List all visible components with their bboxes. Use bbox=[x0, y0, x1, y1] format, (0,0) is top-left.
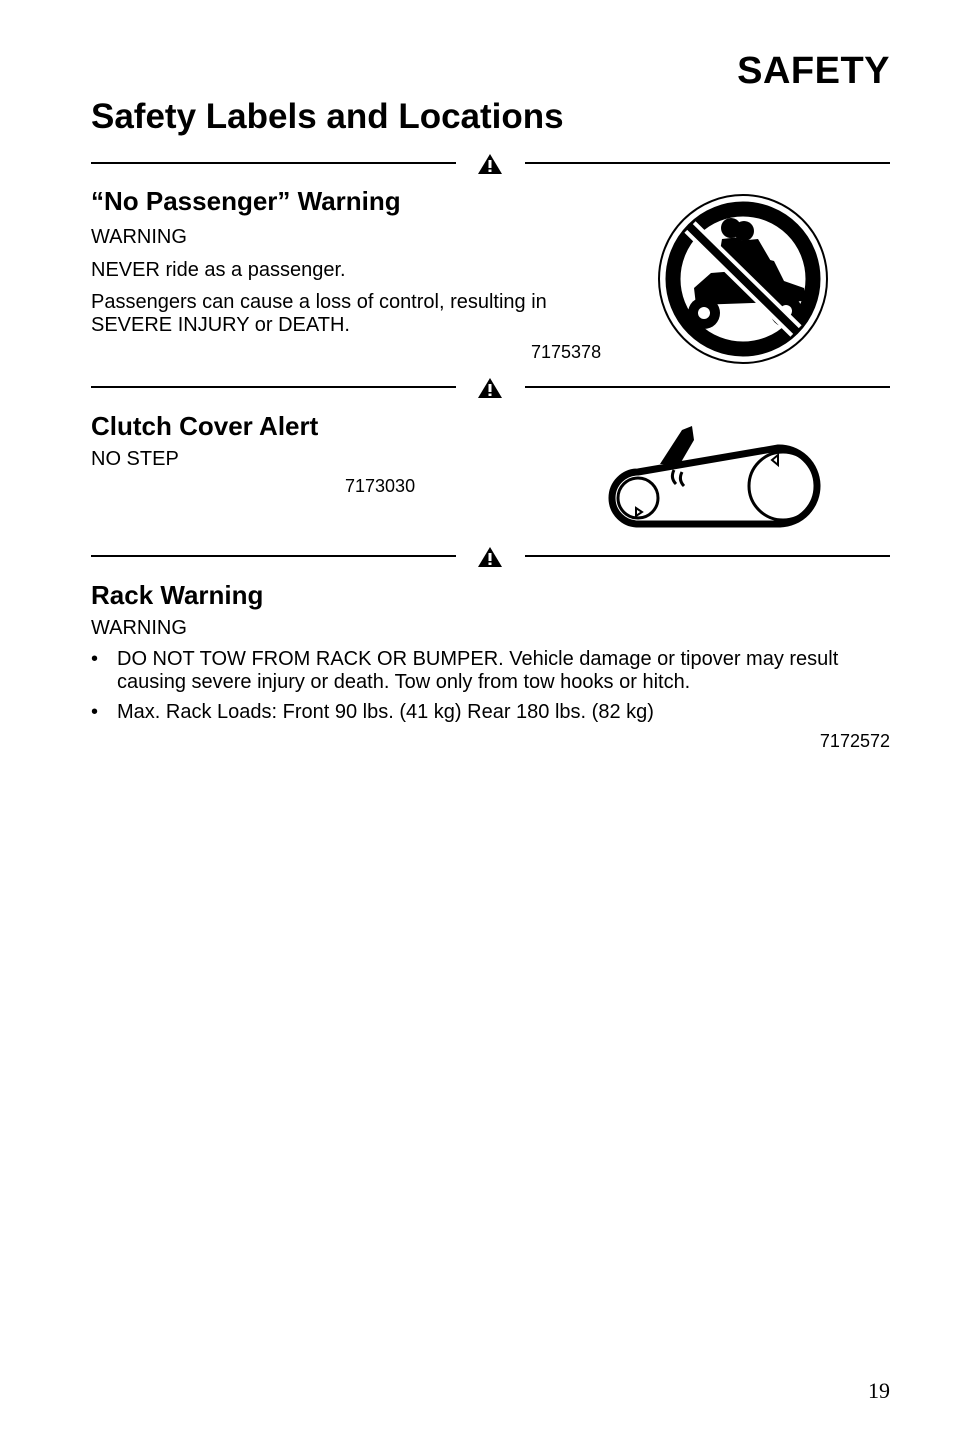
no-passenger-symbol-icon bbox=[656, 193, 832, 365]
page-number: 19 bbox=[868, 1378, 890, 1403]
section-label: WARNING bbox=[91, 226, 187, 248]
divider-rule-right bbox=[525, 162, 890, 164]
section-heading: Rack Warning bbox=[91, 580, 264, 610]
clutch-belt-no-step-icon bbox=[608, 424, 830, 528]
warning-triangle-icon bbox=[477, 377, 503, 399]
section-text: NEVER ride as a passenger. bbox=[91, 259, 346, 281]
section-heading: Clutch Cover Alert bbox=[91, 411, 319, 441]
label-part-number: 7172572 bbox=[819, 731, 890, 751]
bullet-list bbox=[91, 648, 891, 731]
divider-rule-right bbox=[525, 555, 890, 557]
label-part-number: 7175378 bbox=[531, 342, 602, 362]
divider-rule-left bbox=[91, 386, 456, 388]
list-item: • DO NOT TOW FROM RACK OR BUMPER. Vehicle damage or tipover may result causing severe injury or death. Tow only from tow hooks or hitch. bbox=[91, 648, 891, 694]
page-title: Safety Labels and Locations bbox=[91, 97, 564, 136]
warning-triangle-icon bbox=[477, 546, 503, 568]
divider-rule-right bbox=[525, 386, 890, 388]
warning-triangle-icon bbox=[477, 153, 503, 175]
chapter-title: SAFETY bbox=[737, 50, 890, 92]
section-label: WARNING bbox=[91, 617, 187, 639]
label-part-number: 7173030 bbox=[345, 476, 416, 496]
section-text: Passengers can cause a loss of control, resulting in SEVERE INJURY or DEATH. bbox=[91, 291, 547, 336]
section-heading: “No Passenger” Warning bbox=[91, 186, 401, 216]
divider-rule-left bbox=[91, 555, 456, 557]
divider-rule-left bbox=[91, 162, 456, 164]
list-item: • Max. Rack Loads: Front 90 lbs. (41 kg) Rear 180 lbs. (82 kg) bbox=[91, 701, 891, 724]
section-label: NO STEP bbox=[91, 448, 179, 470]
